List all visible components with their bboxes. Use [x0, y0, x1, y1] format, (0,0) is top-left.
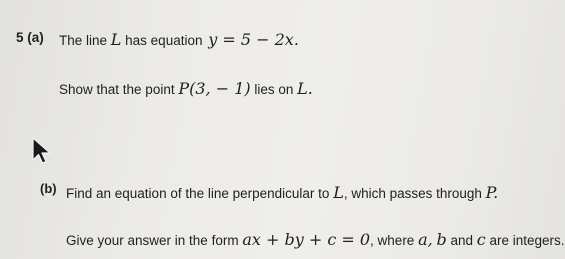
where-text: , where	[370, 233, 419, 248]
part-a-has-equation: has equation	[121, 33, 207, 48]
part-b-point-P: P.	[485, 183, 499, 202]
lies-on-text: lies on	[250, 82, 298, 97]
arrow-pointer-icon	[30, 136, 54, 166]
var-c: c	[476, 230, 486, 249]
line-equation: y = 5 − 2x.	[208, 30, 299, 49]
part-b-instruction: Find an equation of the line perpendicular to	[66, 186, 334, 201]
part-b-line-2	[66, 230, 565, 249]
and-text: and	[446, 233, 477, 248]
integers-text: are integers.	[485, 233, 565, 248]
part-b-line-1	[66, 183, 498, 202]
part-a-intro: The line	[59, 33, 111, 48]
give-answer-text: Give your answer in the form	[66, 233, 243, 248]
var-b: b	[436, 230, 447, 249]
answer-form: ax + by + c = 0	[242, 230, 371, 249]
part-a-line-1	[59, 30, 299, 49]
lies-on-L: L.	[297, 79, 313, 98]
part-b-label: (b)	[40, 181, 57, 196]
show-that-text: Show that the point	[59, 82, 179, 97]
part-b-passes-through: , which passes through	[343, 186, 486, 201]
question-number: 5 (a)	[16, 30, 44, 45]
part-a-line-2	[59, 79, 313, 98]
point-P: P(3, − 1)	[178, 79, 251, 98]
line-name-L: L	[110, 30, 122, 49]
var-a: a,	[418, 230, 433, 249]
part-b-line-L: L	[333, 183, 344, 202]
